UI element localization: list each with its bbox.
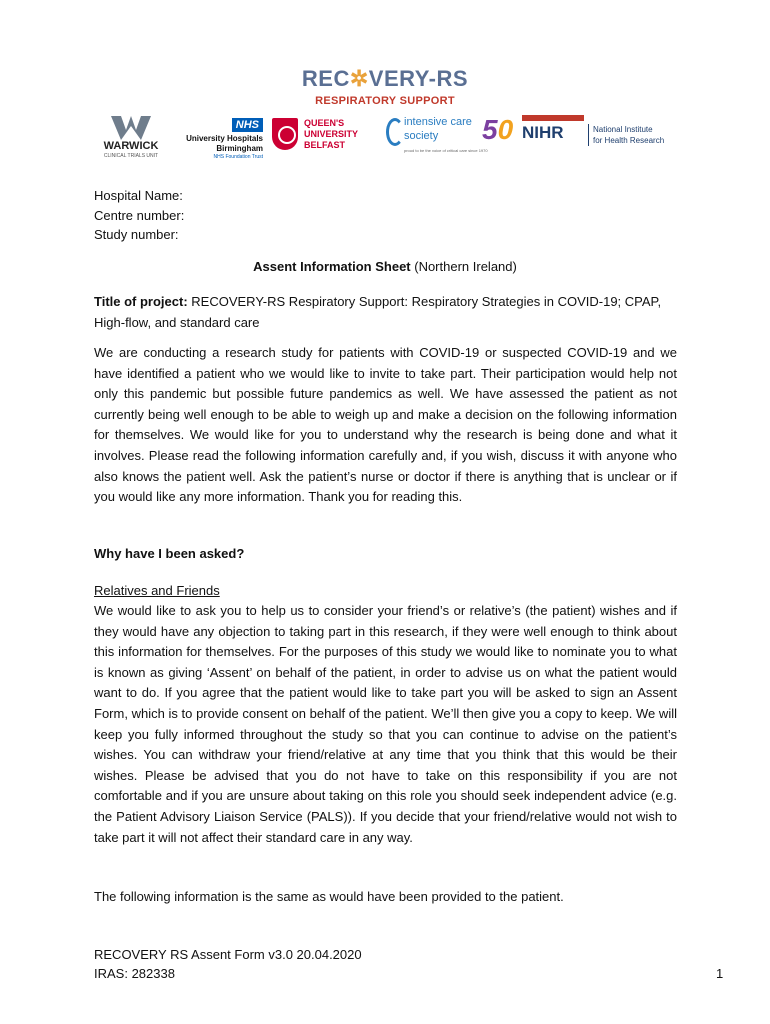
sheet-title: Assent Information Sheet (Northern Ireland) bbox=[253, 259, 517, 274]
qub-shield-icon bbox=[272, 118, 298, 150]
partner-logos bbox=[96, 114, 676, 168]
ics-c-icon bbox=[386, 118, 404, 146]
intensive-care-society-logo: intensive care society proud to be the voice of critical care since 1970 bbox=[386, 114, 478, 168]
project-title: Title of project: RECOVERY-RS Respiratory Support: Respiratory Strategies in COVID-19; CPAP, High-flow, and standard care bbox=[94, 294, 662, 330]
recovery-rs-subtitle: RESPIRATORY SUPPORT bbox=[315, 95, 455, 107]
relatives-friends-subheading: Relatives and Friends bbox=[94, 583, 220, 598]
footer-version: RECOVERY RS Assent Form v3.0 20.04.2020 bbox=[94, 947, 362, 962]
why-asked-heading: Why have I been asked? bbox=[94, 546, 245, 561]
intro-paragraph: We are conducting a research study for patients with COVID-19 or suspected COVID-19 and we have identified a patient who we would like to invite to take part. Their participation would help not only this pandemic but possible future pandemics as well. We have assessed the patient as not currently being well enough to be able to weigh up and make a decision on the following information for themselves. We would like for you to understand why the research is being done and what it involves. Please read the following information carefully and, if you wish, discuss it with anyone who also knows the patient well. Ask the patient’s nurse or doctor if there is anything that is unclear or if you would like any more information. Thank you for reading this. bbox=[94, 345, 677, 505]
study-number-label: Study number: bbox=[94, 227, 179, 242]
study-details bbox=[94, 186, 184, 245]
assent-paragraph: We would like to ask you to help us to consider your friend’s or relative’s (the patient) wishes and if they would have any objection to taking part in this research, if they were well enough to think about this information for themselves. For the purposes of this study we would like to nominate you to what is known as giving ‘Assent’ on behalf of the patient, in order to advise us on what the patient would want to do. If you agree that the patient would like to take part you will be asked to sign an Assent Form, which is to provide consent on behalf of the patient. We’ll then give you a copy to keep. We will keep you fully informed throughout the study so that you can continue to advise on the patient’s wishes. You can withdraw your friend/relative at any time that you think that this would be their wishes. Please be advised that you do not have to take on this responsibility if you are not comfortable and if you are unsure about taking on this role you should seek independent advice (e.g. the Patient Advisory Liaison Service (PALS)). If you decide that your friend/relative would not wish to take part it will not affect their standard care in any way. bbox=[94, 603, 677, 845]
footer-iras: IRAS: 282338 bbox=[94, 965, 175, 981]
footer bbox=[94, 946, 362, 983]
queens-university-belfast-logo: QUEEN'S UNIVERSITY BELFAST bbox=[272, 114, 382, 168]
centre-number-label: Centre number: bbox=[94, 207, 185, 223]
nihr-logo: NIHR National Institute for Health Research bbox=[522, 114, 672, 168]
fifty-years-logo: 50 bbox=[482, 114, 514, 145]
gear-icon: ✲ bbox=[349, 66, 369, 91]
recovery-rs-logo: REC✲VERY-RS bbox=[301, 66, 469, 91]
page-number: 1 bbox=[716, 966, 724, 981]
warwick-emblem-icon bbox=[111, 116, 151, 140]
closing-paragraph: The following information is the same as would have been provided to the patient. bbox=[94, 889, 564, 904]
hospital-name-label: Hospital Name: bbox=[94, 188, 183, 203]
warwick-logo: WARWICK CLINICAL TRIALS UNIT bbox=[96, 114, 166, 168]
nhs-uhb-logo: NHS University Hospitals Birmingham NHS Foundation Trust bbox=[186, 119, 263, 160]
